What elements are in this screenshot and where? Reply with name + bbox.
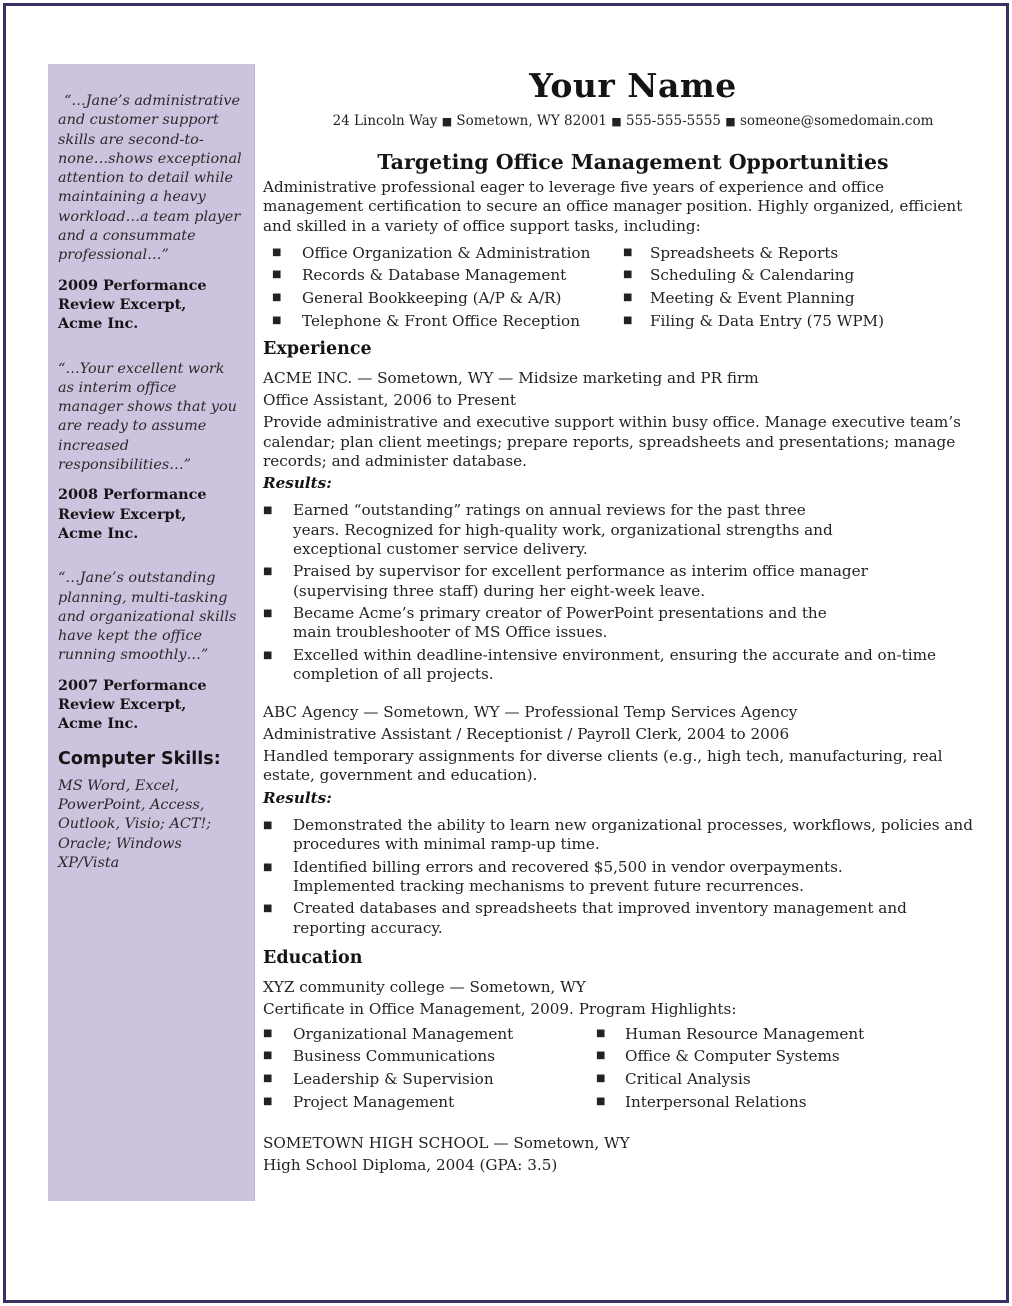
address: 24 Lincoln Way <box>332 113 438 129</box>
list-item: ■ Leadership & Supervision <box>263 1068 595 1091</box>
separator-icon: ■ <box>441 115 453 128</box>
employer: ABC Agency — Sometown, WY — Professional Temp Services Agency <box>263 703 798 722</box>
job-description: Handled temporary assignments for diverse clients (e.g., high tech, manufacturing, real estate, government and education). <box>263 747 943 785</box>
testimonial-source: 2008 Performance Review Excerpt, Acme Inc. <box>58 486 207 542</box>
certificate: Certificate in Office Management, 2009. Program Highlights: <box>263 999 737 1018</box>
list-item: ■ Filing & Data Entry (75 WPM) <box>620 310 884 333</box>
bullet-icon: ■ <box>263 861 273 873</box>
bullet-icon: ■ <box>263 820 273 832</box>
list-item: ■ Became Acme’s primary creator of PowerPoint presentations and the main troubleshooter of MS Office issues. <box>263 603 827 642</box>
testimonial-quote: “…Your excellent work as interim office manager shows that you are ready to assume increased responsibilities…” <box>58 360 237 474</box>
core-skills-right <box>620 242 884 332</box>
core-skills-grid <box>263 242 963 332</box>
testimonial-quote: “…Jane’s administrative and customer support skills are second-to-none…shows exceptional attention to detail while maintaining a heavy workload…a team player and a consummate professional…” <box>58 93 242 264</box>
list-item: ■ Office & Computer Systems <box>595 1045 864 1068</box>
list-item: ■ Critical Analysis <box>595 1068 864 1091</box>
results-list <box>263 816 973 938</box>
college: XYZ community college — Sometown, WY <box>263 977 586 996</box>
computer-skills-list: MS Word, Excel, PowerPoint, Access, Outlook, Visio; ACT!; Oracle; Windows XP/Vista <box>58 777 212 871</box>
bullet-icon: ■ <box>272 269 282 281</box>
results-label: Results: <box>263 788 332 807</box>
list-item: ■ Interpersonal Relations <box>595 1091 864 1114</box>
bullet-icon: ■ <box>263 505 273 517</box>
job-entry <box>263 701 973 938</box>
list-item: ■ Identified billing errors and recovered $5,500 in vendor overpayments. Implemented tracking mechanisms to prevent future recurrences. <box>263 857 843 895</box>
bullet-icon: ■ <box>596 1050 606 1062</box>
phone: 555-555-5555 <box>625 113 721 129</box>
job-title: Administrative Assistant / Receptionist / Payroll Clerk, 2004 to 2006 <box>263 725 790 744</box>
list-item: ■ Business Communications <box>263 1045 595 1068</box>
bullet-icon: ■ <box>263 566 273 578</box>
list-item: ■ General Bookkeeping (A/P & A/R) <box>263 287 620 310</box>
separator-icon: ■ <box>611 115 622 128</box>
program-highlights-left <box>263 1023 595 1113</box>
high-school: SOMETOWN HIGH SCHOOL — Sometown, WY <box>263 1134 630 1153</box>
education-heading: Education <box>263 947 363 968</box>
computer-skills-heading: Computer Skills: <box>58 748 221 769</box>
separator-icon: ■ <box>725 115 736 128</box>
candidate-name: Your Name <box>529 66 737 105</box>
bullet-icon: ■ <box>596 1027 606 1039</box>
bullet-icon: ■ <box>263 607 273 619</box>
city: Sometown, WY 82001 <box>456 113 607 129</box>
bullet-icon: ■ <box>596 1072 606 1084</box>
resume-main <box>263 66 973 1176</box>
objective-summary: Administrative professional eager to leverage five years of experience and office management certification to secure an office manager position. Highly organized, efficient and skilled in a variety of office support tasks, including: <box>263 178 963 235</box>
objective-title: Targeting Office Management Opportunities <box>377 150 889 174</box>
list-item: ■ Demonstrated the ability to learn new organizational processes, workflows, policies and procedures with minimal ramp-up time. <box>263 816 973 854</box>
job-entry <box>263 367 963 684</box>
testimonial-source: 2009 Performance Review Excerpt, Acme Inc. <box>58 276 207 333</box>
results-list <box>263 501 963 684</box>
bullet-icon: ■ <box>596 1095 606 1107</box>
core-skills-left <box>263 242 620 332</box>
list-item: ■ Excelled within deadline-intensive environment, ensuring the accurate and on-time completion of all projects. <box>263 645 936 683</box>
program-highlights-right <box>595 1023 864 1113</box>
bullet-icon: ■ <box>623 269 633 281</box>
list-item: ■ Scheduling & Calendaring <box>620 264 884 287</box>
list-item: ■ Created databases and spreadsheets that improved inventory management and reporting accuracy. <box>263 899 907 937</box>
list-item: ■ Office Organization & Administration <box>263 242 620 265</box>
bullet-icon: ■ <box>263 1027 273 1039</box>
bullet-icon: ■ <box>272 292 282 304</box>
program-highlights-grid <box>263 1023 963 1113</box>
list-item: ■ Praised by supervisor for excellent performance as interim office manager (supervising three staff) during her eight-week leave. <box>263 562 868 600</box>
testimonial-source: 2007 Performance Review Excerpt, Acme Inc. <box>58 676 207 733</box>
job-description: Provide administrative and executive support within busy office. Manage executive team’s calendar; plan client meetings; prepare reports, spreadsheets and presentations; manage records; and administer database. <box>263 413 961 470</box>
results-label: Results: <box>263 474 332 493</box>
experience-heading: Experience <box>263 339 372 360</box>
email: someone@somedomain.com <box>740 113 934 129</box>
bullet-icon: ■ <box>623 246 633 258</box>
testimonial-quote: “…Jane’s outstanding planning, multi-tasking and organizational skills have kept the office running smoothly…” <box>58 570 237 664</box>
job-title: Office Assistant, 2006 to Present <box>263 391 517 410</box>
employer: ACME INC. — Sometown, WY — Midsize marketing and PR firm <box>263 369 759 388</box>
list-item: ■ Spreadsheets & Reports <box>620 242 884 265</box>
list-item: ■ Meeting & Event Planning <box>620 287 884 310</box>
bullet-icon: ■ <box>623 292 633 304</box>
bullet-icon: ■ <box>623 314 633 326</box>
bullet-icon: ■ <box>263 1072 273 1084</box>
bullet-icon: ■ <box>272 314 282 326</box>
list-item: ■ Records & Database Management <box>263 264 620 287</box>
contact-line <box>263 112 963 131</box>
list-item: ■ Organizational Management <box>263 1023 595 1046</box>
list-item: ■ Telephone & Front Office Reception <box>263 310 620 333</box>
testimonial-sidebar <box>48 64 255 1201</box>
bullet-icon: ■ <box>263 1095 273 1107</box>
bullet-icon: ■ <box>272 246 282 258</box>
bullet-icon: ■ <box>263 649 273 661</box>
bullet-icon: ■ <box>263 903 273 915</box>
bullet-icon: ■ <box>263 1050 273 1062</box>
list-item: ■ Earned “outstanding” ratings on annual reviews for the past three years. Recognized for high-quality work, organizational strengths and exceptional customer service delivery. <box>263 501 833 559</box>
diploma: High School Diploma, 2004 (GPA: 3.5) <box>263 1156 558 1175</box>
list-item: ■ Human Resource Management <box>595 1023 864 1046</box>
list-item: ■ Project Management <box>263 1091 595 1114</box>
